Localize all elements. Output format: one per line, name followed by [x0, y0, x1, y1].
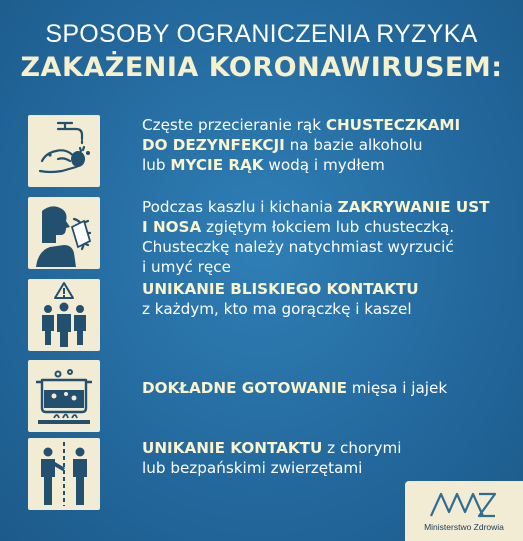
text-seg: Częste przecieranie rąk — [142, 116, 326, 134]
crowd-warning-icon — [28, 279, 100, 351]
text-seg: Podczas kaszlu i kichania — [142, 198, 338, 216]
text-line — [142, 438, 517, 458]
title-line-2: ZAKAŻENIA KORONAWIRUSEM: — [20, 52, 503, 83]
text-seg: i umyć ręce — [142, 258, 231, 276]
text-seg: z chorymi — [322, 439, 402, 457]
text-line — [142, 279, 517, 299]
text-seg-bold: UNIKANIE KONTAKTU — [142, 439, 323, 457]
text-seg: zgiętym łokciem lub chusteczką. — [201, 218, 455, 236]
text-line — [142, 299, 517, 319]
tip-text-cooking — [142, 378, 517, 398]
text-line — [142, 257, 517, 277]
text-line — [142, 217, 517, 237]
text-seg-bold: MYCIE RĄK — [170, 156, 264, 174]
tip-text-handwashing — [142, 115, 517, 175]
text-seg: wodą i mydłem — [263, 156, 385, 174]
text-seg: z każdym, kto ma gorączkę i kaszel — [142, 300, 412, 318]
sneeze-icon — [28, 197, 100, 269]
text-seg-bold: ZAKRYWANIE UST — [337, 198, 490, 216]
ministry-logo — [405, 481, 523, 541]
text-seg-bold: DO DEZYNFEKCJI — [142, 136, 285, 154]
text-seg: lub — [142, 156, 171, 174]
distance-icon — [28, 438, 100, 510]
ministry-logo-icon — [429, 488, 499, 520]
text-line — [142, 458, 517, 478]
text-line — [142, 135, 517, 155]
text-line — [142, 197, 517, 217]
text-seg-bold: I NOSA — [142, 218, 202, 236]
text-seg-bold: UNIKANIE BLISKIEGO KONTAKTU — [142, 280, 419, 298]
text-line — [142, 155, 517, 175]
tip-text-close-contact — [142, 279, 517, 319]
text-seg: lub bezpańskimi zwierzętami — [142, 459, 363, 477]
cooking-pot-icon — [28, 360, 100, 432]
ministry-logo-text: Ministerstwo Zdrowia — [424, 522, 504, 532]
handwashing-icon — [28, 115, 100, 187]
text-seg-bold: CHUSTECZKAMI — [325, 116, 461, 134]
text-line — [142, 115, 517, 135]
text-seg: mięsa i jajek — [346, 379, 448, 397]
text-line — [142, 378, 517, 398]
tip-row-close-contact — [28, 279, 517, 351]
tip-row-cooking — [28, 356, 517, 428]
tip-text-sneeze — [142, 197, 517, 277]
text-seg: na bazie alkoholu — [284, 136, 423, 154]
text-line — [142, 237, 517, 257]
tip-row-handwashing — [28, 115, 517, 187]
tip-row-sneeze — [28, 197, 517, 276]
text-seg-bold: DOKŁADNE GOTOWANIE — [142, 379, 347, 397]
title-line-1: SPOSOBY OGRANICZENIA RYZYKA — [45, 20, 478, 48]
tip-text-distance — [142, 438, 517, 478]
text-seg: Chusteczkę należy natychmiast wyrzucić — [142, 238, 454, 256]
